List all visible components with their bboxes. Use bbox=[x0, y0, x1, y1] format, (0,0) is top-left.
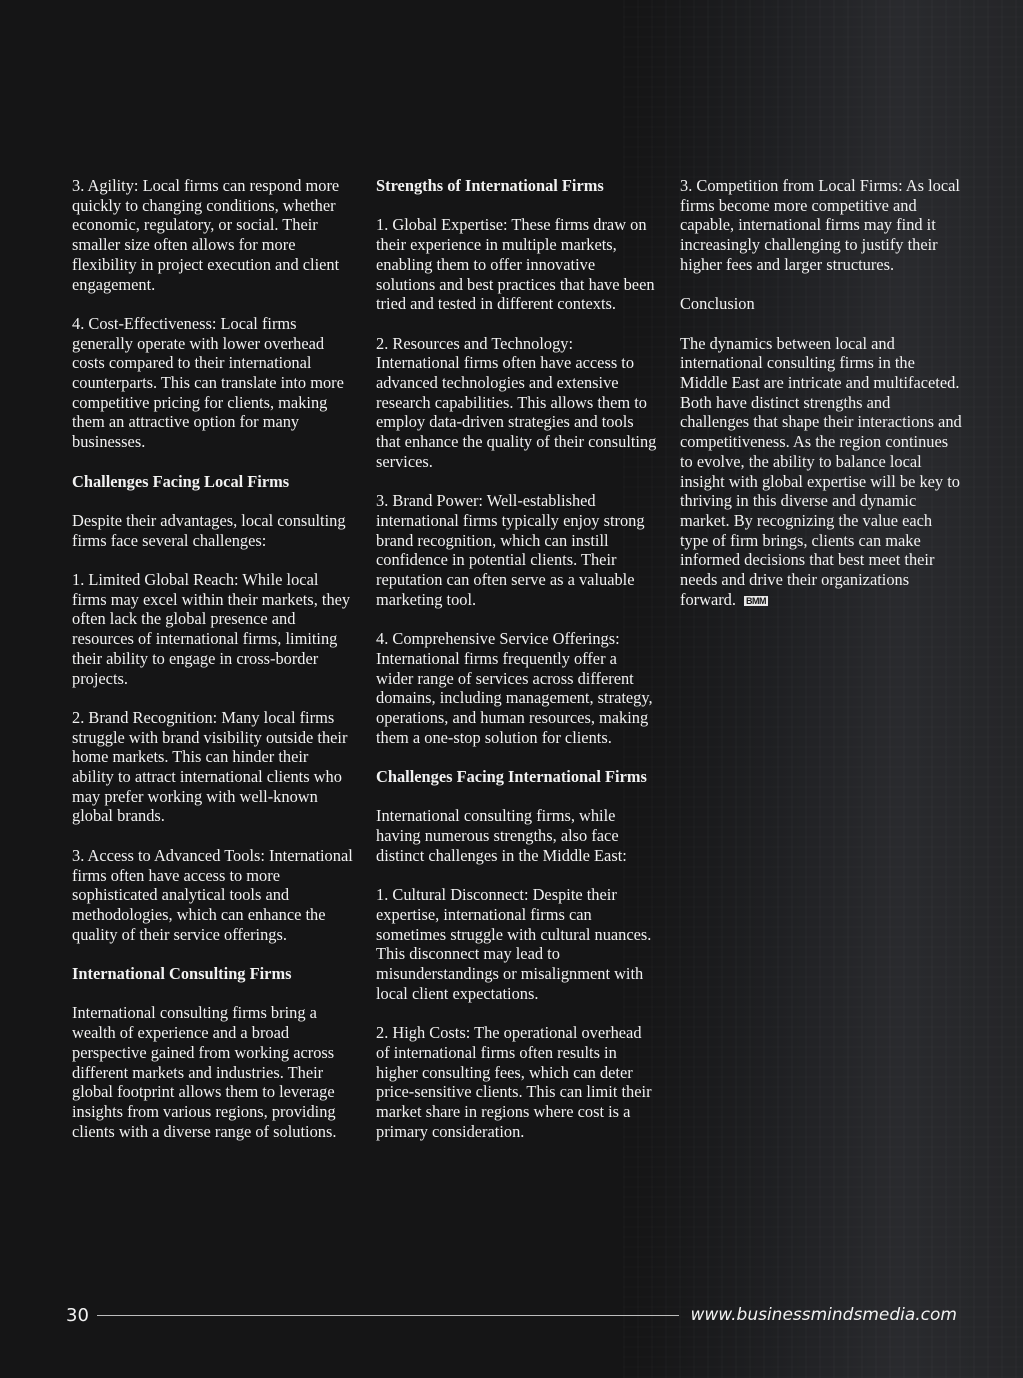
paragraph-text: Conclusion bbox=[680, 294, 755, 314]
paragraph-text: 1. Cultural Disconnect: Despite their expertise, international firms can sometimes struggle with cultural nuances. This disconnect may lead to misunderstandings or misalignment with local client expectations. bbox=[376, 885, 652, 1003]
body-paragraph bbox=[680, 334, 962, 610]
body-paragraph bbox=[72, 1003, 354, 1141]
body-paragraph bbox=[376, 491, 658, 609]
paragraph-text: 3. Agility: Local firms can respond more quickly to changing conditions, whether economic, regulatory, or social. Their smaller size often allows for more flexibility in project execution and client engagement. bbox=[72, 176, 340, 294]
paragraph-text: 4. Comprehensive Service Offerings: International firms frequently offer a wider range of services across different domains, including management, strategy, operations, and human resources, making them a one-stop solution for clients. bbox=[376, 629, 653, 747]
body-paragraph bbox=[680, 294, 962, 314]
website-url: www.businessmindsmedia.com bbox=[690, 1305, 957, 1325]
paragraph-text: 3. Competition from Local Firms: As local firms become more competitive and capable, international firms may find it increasingly challenging to justify their higher fees and larger structures. bbox=[680, 176, 960, 274]
section-heading bbox=[72, 964, 354, 984]
page-number: 30 bbox=[66, 1304, 89, 1326]
body-paragraph bbox=[376, 806, 658, 865]
body-paragraph bbox=[72, 846, 354, 945]
article-column-2 bbox=[376, 176, 658, 1161]
body-paragraph bbox=[72, 176, 354, 294]
paragraph-text: Despite their advantages, local consulting firms face several challenges: bbox=[72, 510, 346, 550]
section-heading-text: Challenges Facing International Firms bbox=[376, 767, 647, 787]
body-paragraph bbox=[376, 215, 658, 314]
section-heading-text: International Consulting Firms bbox=[72, 964, 292, 984]
article-end-logo-icon: BMM bbox=[745, 595, 766, 606]
body-paragraph bbox=[680, 176, 962, 275]
section-heading-text: Challenges Facing Local Firms bbox=[72, 471, 290, 491]
body-paragraph bbox=[376, 1023, 658, 1141]
body-paragraph bbox=[376, 334, 658, 472]
section-heading-text: Strengths of International Firms bbox=[376, 176, 604, 195]
body-paragraph bbox=[72, 570, 354, 688]
body-paragraph bbox=[72, 511, 354, 550]
body-paragraph bbox=[376, 629, 658, 747]
body-paragraph bbox=[376, 885, 658, 1003]
paragraph-text: 4. Cost-Effectiveness: Local firms generally operate with lower overhead costs compared to their international counterparts. This can translate into more competitive pricing for clients, making them an attractive option for many businesses. bbox=[72, 313, 344, 452]
body-paragraph bbox=[72, 314, 354, 452]
section-heading bbox=[376, 767, 658, 787]
paragraph-text: 3. Access to Advanced Tools: International firms often have access to more sophisticated analytical tools and methodologies, which can enhance the quality of their service offerings. bbox=[72, 845, 353, 944]
paragraph-text: 1. Global Expertise: These firms draw on their experience in multiple markets, enabling them to offer innovative solutions and best practices that have been tried and tested in different contexts. bbox=[376, 215, 655, 314]
article-column-3 bbox=[680, 176, 962, 629]
paragraph-text: International consulting firms, while having numerous strengths, also face distinct challenges in the Middle East: bbox=[376, 806, 627, 865]
section-heading bbox=[376, 176, 658, 196]
article-column-1 bbox=[72, 176, 354, 1161]
body-paragraph bbox=[72, 708, 354, 826]
paragraph-text: 2. Resources and Technology: International firms often have access to advanced technologies and extensive research capabilities. This allows them to employ data-driven strategies and tools that enhance the quality of their consulting services. bbox=[376, 333, 657, 471]
paragraph-text: The dynamics between local and international consulting firms in the Middle East are intricate and multifaceted. Both have distinct strengths and challenges that shape their interactions and competitiveness. As the region continues to evolve, the ability to balance local insight with global expertise will be key to thriving in this diverse and dynamic market. By recognizing the value each type of firm brings, clients can make informed decisions that best meet their needs and drive their organizations forward. bbox=[680, 333, 962, 609]
section-heading bbox=[72, 472, 354, 492]
paragraph-text: 2. Brand Recognition: Many local firms struggle with brand visibility outside their home markets. This can hinder their ability to attract international clients who may prefer working with well-known global brands. bbox=[72, 707, 348, 826]
paragraph-text: 1. Limited Global Reach: While local firms may excel within their markets, they often lack the global presence and resources of international firms, limiting their ability to engage in cross-border projects. bbox=[72, 570, 351, 688]
paragraph-text: 2. High Costs: The operational overhead of international firms often results in higher consulting fees, which can deter price-sensitive clients. This can limit their market share in regions where cost is a primary consideration. bbox=[376, 1023, 652, 1141]
page-footer bbox=[66, 1300, 957, 1330]
paragraph-text: International consulting firms bring a wealth of experience and a broad perspective gained from working across different markets and industries. Their global footprint allows them to leverage insights from various regions, providing clients with a diverse range of solutions. bbox=[72, 1003, 337, 1141]
footer-divider bbox=[97, 1315, 679, 1316]
paragraph-text: 3. Brand Power: Well-established international firms typically enjoy strong brand recognition, which can instill confidence in potential clients. Their reputation can often serve as a valuable marketing tool. bbox=[376, 491, 645, 609]
